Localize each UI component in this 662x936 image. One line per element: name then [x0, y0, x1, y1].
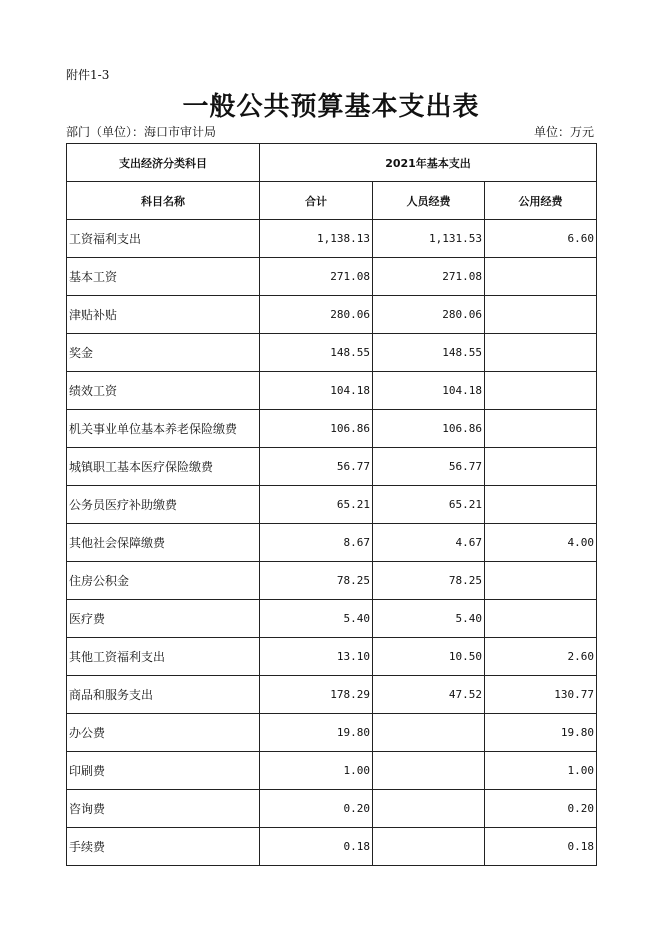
- row-name-cell: 住房公积金: [67, 562, 260, 600]
- table-row: [67, 714, 597, 752]
- row-name-cell: 工资福利支出: [67, 220, 260, 258]
- row-personnel-cell: 47.52: [373, 676, 485, 714]
- row-public-cell: 0.20: [485, 790, 597, 828]
- budget-table: [66, 143, 597, 866]
- row-total-cell: 0.20: [260, 790, 373, 828]
- row-personnel-cell: 78.25: [373, 562, 485, 600]
- row-total-cell: 8.67: [260, 524, 373, 562]
- table-row: [67, 296, 597, 334]
- row-personnel-cell: 1,131.53: [373, 220, 485, 258]
- row-public-cell: 2.60: [485, 638, 597, 676]
- row-personnel-cell: [373, 752, 485, 790]
- row-public-cell: 130.77: [485, 676, 597, 714]
- header-col-total: 合计: [260, 182, 373, 220]
- row-total-cell: 178.29: [260, 676, 373, 714]
- row-name-cell: 奖金: [67, 334, 260, 372]
- row-personnel-cell: [373, 828, 485, 866]
- department-label: 部门（单位）：海口市审计局: [66, 125, 217, 139]
- table-row: [67, 676, 597, 714]
- row-personnel-cell: 10.50: [373, 638, 485, 676]
- table-row: [67, 448, 597, 486]
- header-col-personnel: 人员经费: [373, 182, 485, 220]
- unit-label: 单位：万元: [533, 125, 594, 139]
- header-group-row: [67, 144, 597, 182]
- row-public-cell: 1.00: [485, 752, 597, 790]
- table-row: [67, 790, 597, 828]
- row-public-cell: [485, 600, 597, 638]
- table-row: [67, 600, 597, 638]
- row-total-cell: 104.18: [260, 372, 373, 410]
- page-title: 一般公共预算基本支出表: [182, 92, 480, 122]
- row-name-cell: 医疗费: [67, 600, 260, 638]
- row-total-cell: 148.55: [260, 334, 373, 372]
- row-total-cell: 280.06: [260, 296, 373, 334]
- row-personnel-cell: 148.55: [373, 334, 485, 372]
- row-name-cell: 基本工资: [67, 258, 260, 296]
- row-public-cell: 6.60: [485, 220, 597, 258]
- header-group-left: 支出经济分类科目: [67, 144, 260, 182]
- row-name-cell: 绩效工资: [67, 372, 260, 410]
- row-personnel-cell: 56.77: [373, 448, 485, 486]
- table-row: [67, 562, 597, 600]
- row-name-cell: 咨询费: [67, 790, 260, 828]
- table-row: [67, 372, 597, 410]
- row-personnel-cell: [373, 714, 485, 752]
- table-row: [67, 258, 597, 296]
- row-name-cell: 公务员医疗补助缴费: [67, 486, 260, 524]
- row-total-cell: 1.00: [260, 752, 373, 790]
- row-public-cell: [485, 296, 597, 334]
- table-row: [67, 410, 597, 448]
- table-row: [67, 752, 597, 790]
- table-row: [67, 828, 597, 866]
- row-total-cell: 1,138.13: [260, 220, 373, 258]
- row-name-cell: 其他社会保障缴费: [67, 524, 260, 562]
- row-personnel-cell: 5.40: [373, 600, 485, 638]
- table-row: [67, 486, 597, 524]
- row-personnel-cell: 65.21: [373, 486, 485, 524]
- row-name-cell: 机关事业单位基本养老保险缴费: [67, 410, 260, 448]
- row-name-cell: 城镇职工基本医疗保险缴费: [67, 448, 260, 486]
- row-public-cell: [485, 372, 597, 410]
- row-name-cell: 手续费: [67, 828, 260, 866]
- row-total-cell: 65.21: [260, 486, 373, 524]
- row-personnel-cell: 104.18: [373, 372, 485, 410]
- header-col-public: 公用经费: [485, 182, 597, 220]
- row-personnel-cell: 271.08: [373, 258, 485, 296]
- table-row: [67, 334, 597, 372]
- row-total-cell: 271.08: [260, 258, 373, 296]
- row-public-cell: [485, 410, 597, 448]
- header-group-right: 2021年基本支出: [260, 144, 597, 182]
- row-total-cell: 5.40: [260, 600, 373, 638]
- row-public-cell: 0.18: [485, 828, 597, 866]
- table-row: [67, 638, 597, 676]
- row-name-cell: 办公费: [67, 714, 260, 752]
- row-name-cell: 津贴补贴: [67, 296, 260, 334]
- row-total-cell: 106.86: [260, 410, 373, 448]
- row-public-cell: 4.00: [485, 524, 597, 562]
- table-body: [67, 220, 597, 866]
- row-total-cell: 78.25: [260, 562, 373, 600]
- row-personnel-cell: 106.86: [373, 410, 485, 448]
- attachment-label: 附件1-3: [66, 68, 110, 82]
- row-public-cell: [485, 486, 597, 524]
- row-public-cell: [485, 334, 597, 372]
- row-personnel-cell: 280.06: [373, 296, 485, 334]
- row-name-cell: 商品和服务支出: [67, 676, 260, 714]
- row-total-cell: 0.18: [260, 828, 373, 866]
- row-personnel-cell: [373, 790, 485, 828]
- row-total-cell: 56.77: [260, 448, 373, 486]
- row-total-cell: 13.10: [260, 638, 373, 676]
- row-name-cell: 其他工资福利支出: [67, 638, 260, 676]
- row-public-cell: [485, 562, 597, 600]
- row-public-cell: [485, 448, 597, 486]
- row-public-cell: 19.80: [485, 714, 597, 752]
- table-row: [67, 524, 597, 562]
- header-col-name: 科目名称: [67, 182, 260, 220]
- row-personnel-cell: 4.67: [373, 524, 485, 562]
- table-row: [67, 220, 597, 258]
- row-total-cell: 19.80: [260, 714, 373, 752]
- row-public-cell: [485, 258, 597, 296]
- header-column-row: [67, 182, 597, 220]
- row-name-cell: 印刷费: [67, 752, 260, 790]
